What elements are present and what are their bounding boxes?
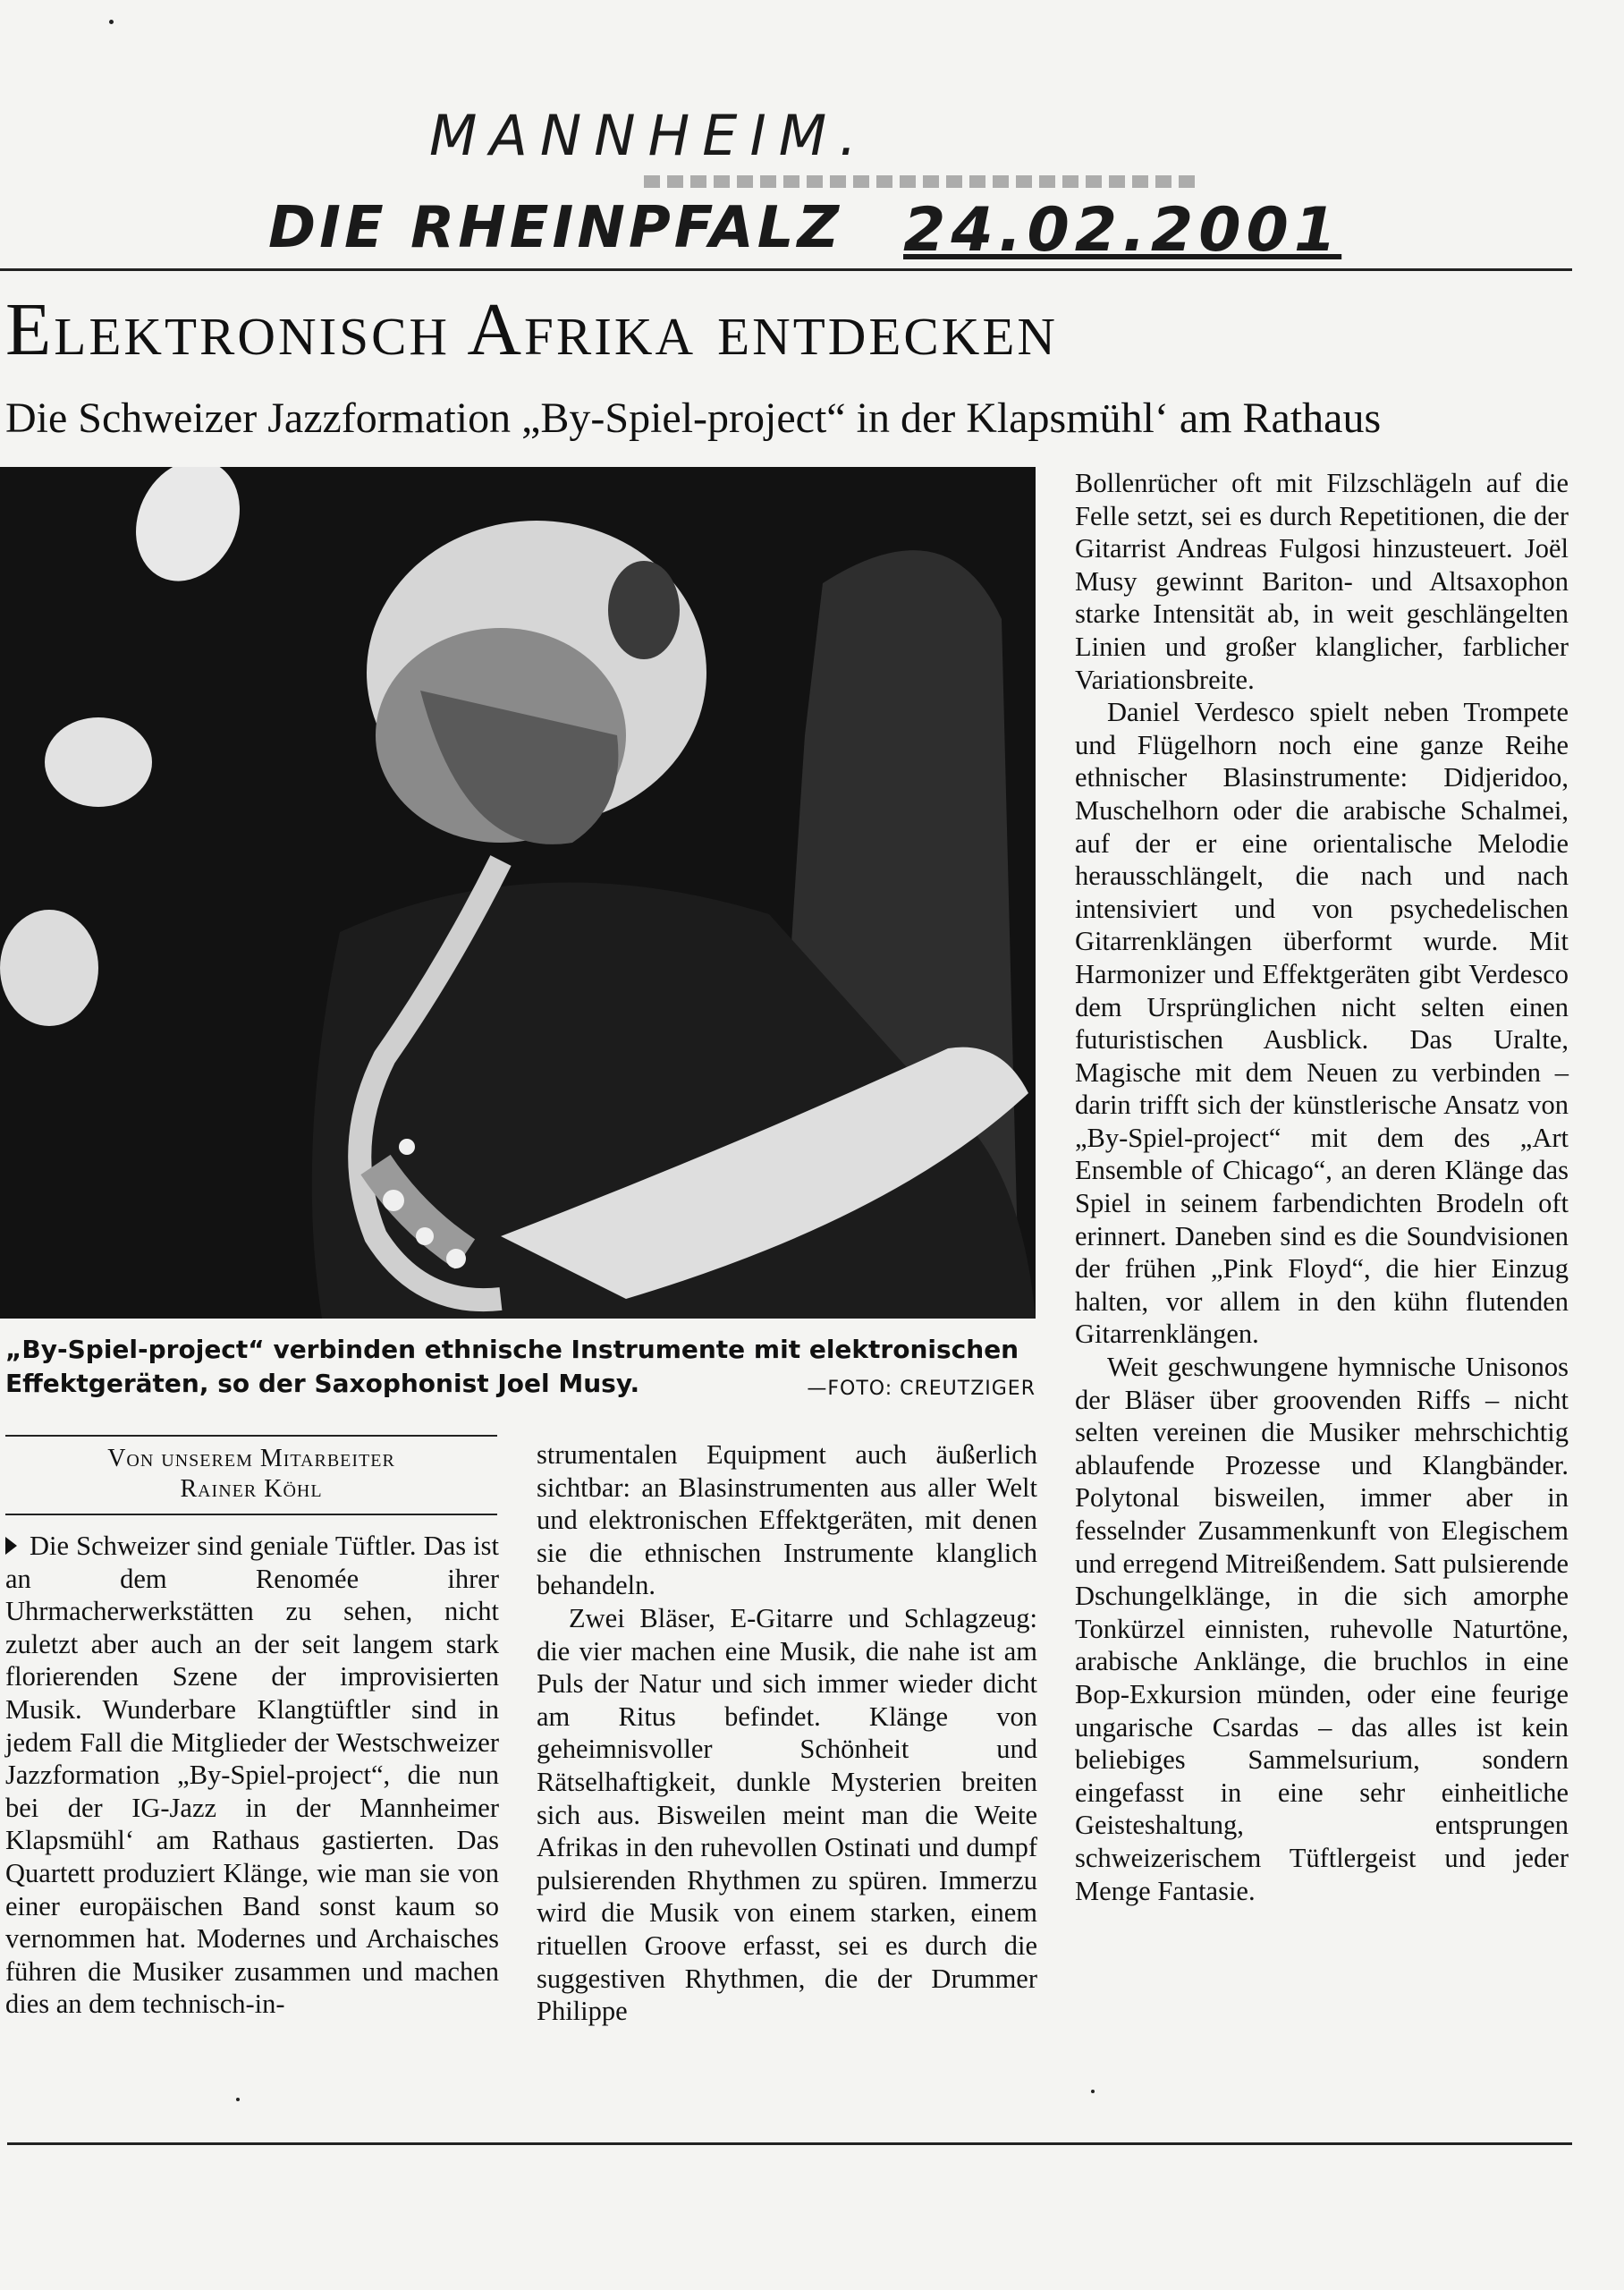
paragraph: Bollenrücher oft mit Filzschlägeln auf die Felle setzt, sei es durch Repetitionen, die der Gitarrist Andreas Fulgosi hinzusteuert. Joël Musy gewinnt Bariton- und Altsaxophon starke Intensität ab, in weit geschlängelten Linien und großer klanglicher, farblicher Variationsbreite.	[1075, 468, 1569, 695]
saxophonist-photo-illustration	[0, 467, 1036, 1319]
article-column-3	[1075, 467, 1569, 1907]
byline-author: Rainer Köhl	[180, 1475, 323, 1503]
bottom-rule	[7, 2142, 1572, 2145]
paragraph: Zwei Bläser, E-Gitarre und Schlagzeug: die vier machen eine Musik, die nahe ist am Puls der Natur und sich immer wieder dicht am Ritus befindet. Klänge von geheimnisvoller Schönheit und Rätselhaftigkeit, dunkle Mysterien breiten sich aus. Bisweilen meint man die Weite Afrikas in den ruhevollen Ostinati und dumpf pulsierenden Rhythmen zu spüren. Immerzu wird die Musik von einem starken, einem rituellen Groove erfasst, sei es durch die suggestiven Rhythmen, die der Drummer Philippe	[537, 1602, 1037, 2027]
article-column-2	[537, 1438, 1037, 2028]
photo-credit: —FOTO: CREUTZIGER	[807, 1378, 1036, 1400]
saxophonist-photo	[0, 467, 1036, 1319]
article-column-1	[5, 1530, 499, 2021]
paragraph: Daniel Verdesco spielt neben Trompete und Flügelhorn noch eine ganze Reihe ethnischer Blasinstrumente: Didjeridoo, Muschelhorn oder die arabische Schalmei, auf der er eine orientalische Melodie herausschlängelt, die nach und nach intensiviert und von psychedelischen Gitarrenklängen überformt wurde. Mit Harmonizer und Effektgeräten gibt Verdesco dem Ursprünglichen nicht selten einen futuristischen Ausblick. Das Uralte, Magische mit dem Neuen zu verbinden – darin trifft sich der künstlerische Ansatz von „By-Spiel-project“ mit dem des „Art Ensemble of Chicago“, an deren Klänge das Spiel in seinem farbendichten Brodeln oft erinnert. Daneben sind es die Soundvisionen der frühen „Pink Floyd“, die hier Einzug halten, vor allem in den kühn flutenden Gitarrenklängen.	[1075, 697, 1569, 1350]
photo-caption: „By-Spiel-project“ verbinden ethnische Instrumente mit elektronischen Effektgeräten, so der Saxophonist Joel Musy.	[5, 1335, 1019, 1398]
paragraph	[5, 1530, 499, 2021]
article-subheadline: Die Schweizer Jazzformation „By-Spiel-project“ in der Klapsmühl‘ am Rathaus	[5, 394, 1382, 442]
byline-role: Von unserem Mitarbeiter	[107, 1445, 395, 1472]
article-headline: Elektronisch Afrika entdecken	[5, 288, 1059, 371]
handwritten-city-note: MANNHEIM.	[429, 103, 869, 168]
paragraph-text: Die Schweizer sind geniale Tüftler. Das ist an dem Renomée ihrer Uhrmacherwerkstätten zu sehen, nicht zuletzt aber auch an der seit langem stark florierenden Szene der improvisierten Musik. Wunderbare Klangtüftler sind in jedem Fall die Mitglieder der Westschweizer Jazzformation „By-Spiel-project“, die nun bei der IG-Jazz in der Mannheimer Klapsmühl‘ am Rathaus gastierten. Das Quartett produziert Klänge, wie man sie von einer europäischen Band sonst kaum so vernommen hat. Modernes und Archaisches führen die Musiker zusammen und machen dies an dem technisch-in-	[5, 1531, 499, 2020]
top-rule	[0, 268, 1572, 271]
scan-speck	[236, 2098, 240, 2101]
scan-speck	[109, 20, 114, 24]
paragraph: strumentalen Equipment auch äußerlich sichtbar: an Blasinstrumenten aus aller Welt und elektronischen Effektgeräten, mit denen sie die ethnischen Instrumente klanglich behandeln.	[537, 1439, 1037, 1601]
handwritten-date: 24.02.2001	[903, 195, 1342, 266]
triangle-bullet-icon	[5, 1537, 17, 1555]
handwritten-newspaper-name: DIE RHEINPFALZ	[268, 195, 842, 261]
cut-off-previous-article-line	[644, 175, 1198, 188]
scan-speck	[1091, 2090, 1095, 2093]
byline	[5, 1435, 497, 1515]
paragraph: Weit geschwungene hymnische Unisonos der Bläser über groovenden Riffs – nicht selten vereinen die Musiker mehrschichtig ablaufende Prozesse und Klangbänder. Polytonal bisweilen, immer aber in fesselnder Zusammenkunft von Elegischem und erregend Mitreißendem. Satt pulsierende Dschungelklänge, in die sich amorphe Tonkürzel einnisten, ruhevolle Naturtöne, arabische Anklänge, die bruchlos in eine Bop-Exkursion münden, oder eine feurige ungarische Csardas – das alles ist kein beliebiges Sammelsurium, sondern eingefasst in eine sehr einheitliche Geisteshaltung, entsprungen schweizerischem Tüftlergeist und jeder Menge Fantasie.	[1075, 1352, 1569, 1906]
